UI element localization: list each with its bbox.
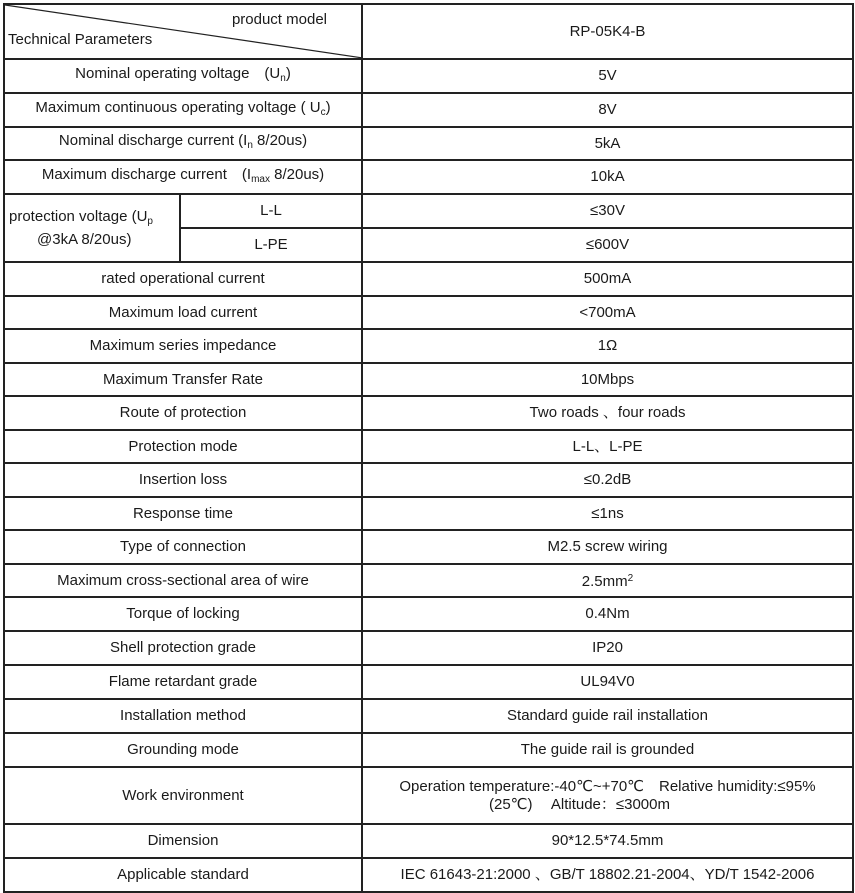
param-label: Nominal discharge current ($I_n$ 8/20us) — [4, 127, 362, 160]
param-value: 90*12.5*74.5mm — [362, 824, 853, 858]
param-label: Maximum cross-sectional area of wire — [4, 564, 362, 597]
param-label: Work environment — [4, 767, 362, 824]
protection-voltage-ll-label: L-L — [180, 194, 362, 228]
table-row — [4, 699, 853, 733]
param-label: Installation method — [4, 699, 362, 733]
table-row — [4, 858, 853, 892]
table-row — [4, 665, 853, 699]
header-technical-parameters: Technical Parameters — [8, 31, 153, 48]
table-row — [4, 463, 853, 497]
param-label: Response time — [4, 497, 362, 530]
table-row — [4, 59, 853, 93]
table-row — [4, 733, 853, 767]
table-row — [4, 296, 853, 329]
table-row — [4, 262, 853, 296]
param-value: $2.5mm^2$ — [362, 564, 853, 597]
param-value: L-L、L-PE — [362, 430, 853, 463]
table-row — [4, 631, 853, 665]
table-row — [4, 93, 853, 127]
table-row — [4, 430, 853, 463]
param-label: Grounding mode — [4, 733, 362, 767]
param-value: Two roads 、four roads — [362, 396, 853, 430]
work-env-line-2: (25℃) Altitude：≤3000m — [489, 795, 670, 813]
param-label: Flame retardant grade — [4, 665, 362, 699]
param-value: 500mA — [362, 262, 853, 296]
header-diagonal-cell — [4, 4, 362, 59]
param-label: Maximum continuous operating voltage ( $U_c$) — [4, 93, 362, 127]
param-label: Applicable standard — [4, 858, 362, 892]
param-label: Torque of locking — [4, 597, 362, 631]
param-label: Route of protection — [4, 396, 362, 430]
param-value: 8V — [362, 93, 853, 127]
table-row — [4, 597, 853, 631]
protection-voltage-ll-value: ≤30V — [362, 194, 853, 228]
param-label: rated operational current — [4, 262, 362, 296]
param-value — [362, 767, 853, 824]
param-label: Protection mode — [4, 430, 362, 463]
protection-voltage-label: protection voltage ($U_p$ @3kA 8/20us) — [4, 194, 180, 262]
param-label: Insertion loss — [4, 463, 362, 497]
param-value: 1Ω — [362, 329, 853, 363]
header-product-model: product model — [231, 11, 327, 28]
param-value: <700mA — [362, 296, 853, 329]
table-row — [4, 396, 853, 430]
table-row — [4, 530, 853, 564]
param-value: M2.5 screw wiring — [362, 530, 853, 564]
protection-voltage-lpe-label: L-PE — [180, 228, 362, 262]
table-row — [4, 767, 853, 824]
param-value: ≤0.2dB — [362, 463, 853, 497]
param-value: 5kA — [362, 127, 853, 160]
spec-table — [3, 3, 854, 893]
table-row — [4, 160, 853, 194]
param-value: Standard guide rail installation — [362, 699, 853, 733]
param-value: IEC 61643-21:2000 、GB/T 18802.21-2004、YD/T 1542-2006 — [362, 858, 853, 892]
param-value: 0.4Nm — [362, 597, 853, 631]
param-label: Maximum discharge current ($I_{max}$ 8/20us) — [4, 160, 362, 194]
product-model-value: RP-05K4-B — [362, 4, 853, 59]
work-env-line-1: Operation temperature:-40℃~+70℃ Relative humidity:≤95% — [399, 777, 816, 795]
param-value: IP20 — [362, 631, 853, 665]
param-label: Nominal operating voltage $(U_n)$ — [4, 59, 362, 93]
param-label: Dimension — [4, 824, 362, 858]
table-row — [4, 564, 853, 597]
table-row — [4, 127, 853, 160]
table-row — [4, 194, 853, 228]
param-value: ≤1ns — [362, 497, 853, 530]
param-value: UL94V0 — [362, 665, 853, 699]
param-value: 10kA — [362, 160, 853, 194]
param-label: Maximum load current — [4, 296, 362, 329]
param-label: Type of connection — [4, 530, 362, 564]
param-value: 5V — [362, 59, 853, 93]
table-row — [4, 824, 853, 858]
param-value: 10Mbps — [362, 363, 853, 396]
header-row — [4, 4, 853, 59]
param-label: Maximum series impedance — [4, 329, 362, 363]
protection-voltage-lpe-value: ≤600V — [362, 228, 853, 262]
table-row — [4, 363, 853, 396]
table-row — [4, 497, 853, 530]
table-row — [4, 329, 853, 363]
param-label: Shell protection grade — [4, 631, 362, 665]
param-value: The guide rail is grounded — [362, 733, 853, 767]
param-label: Maximum Transfer Rate — [4, 363, 362, 396]
